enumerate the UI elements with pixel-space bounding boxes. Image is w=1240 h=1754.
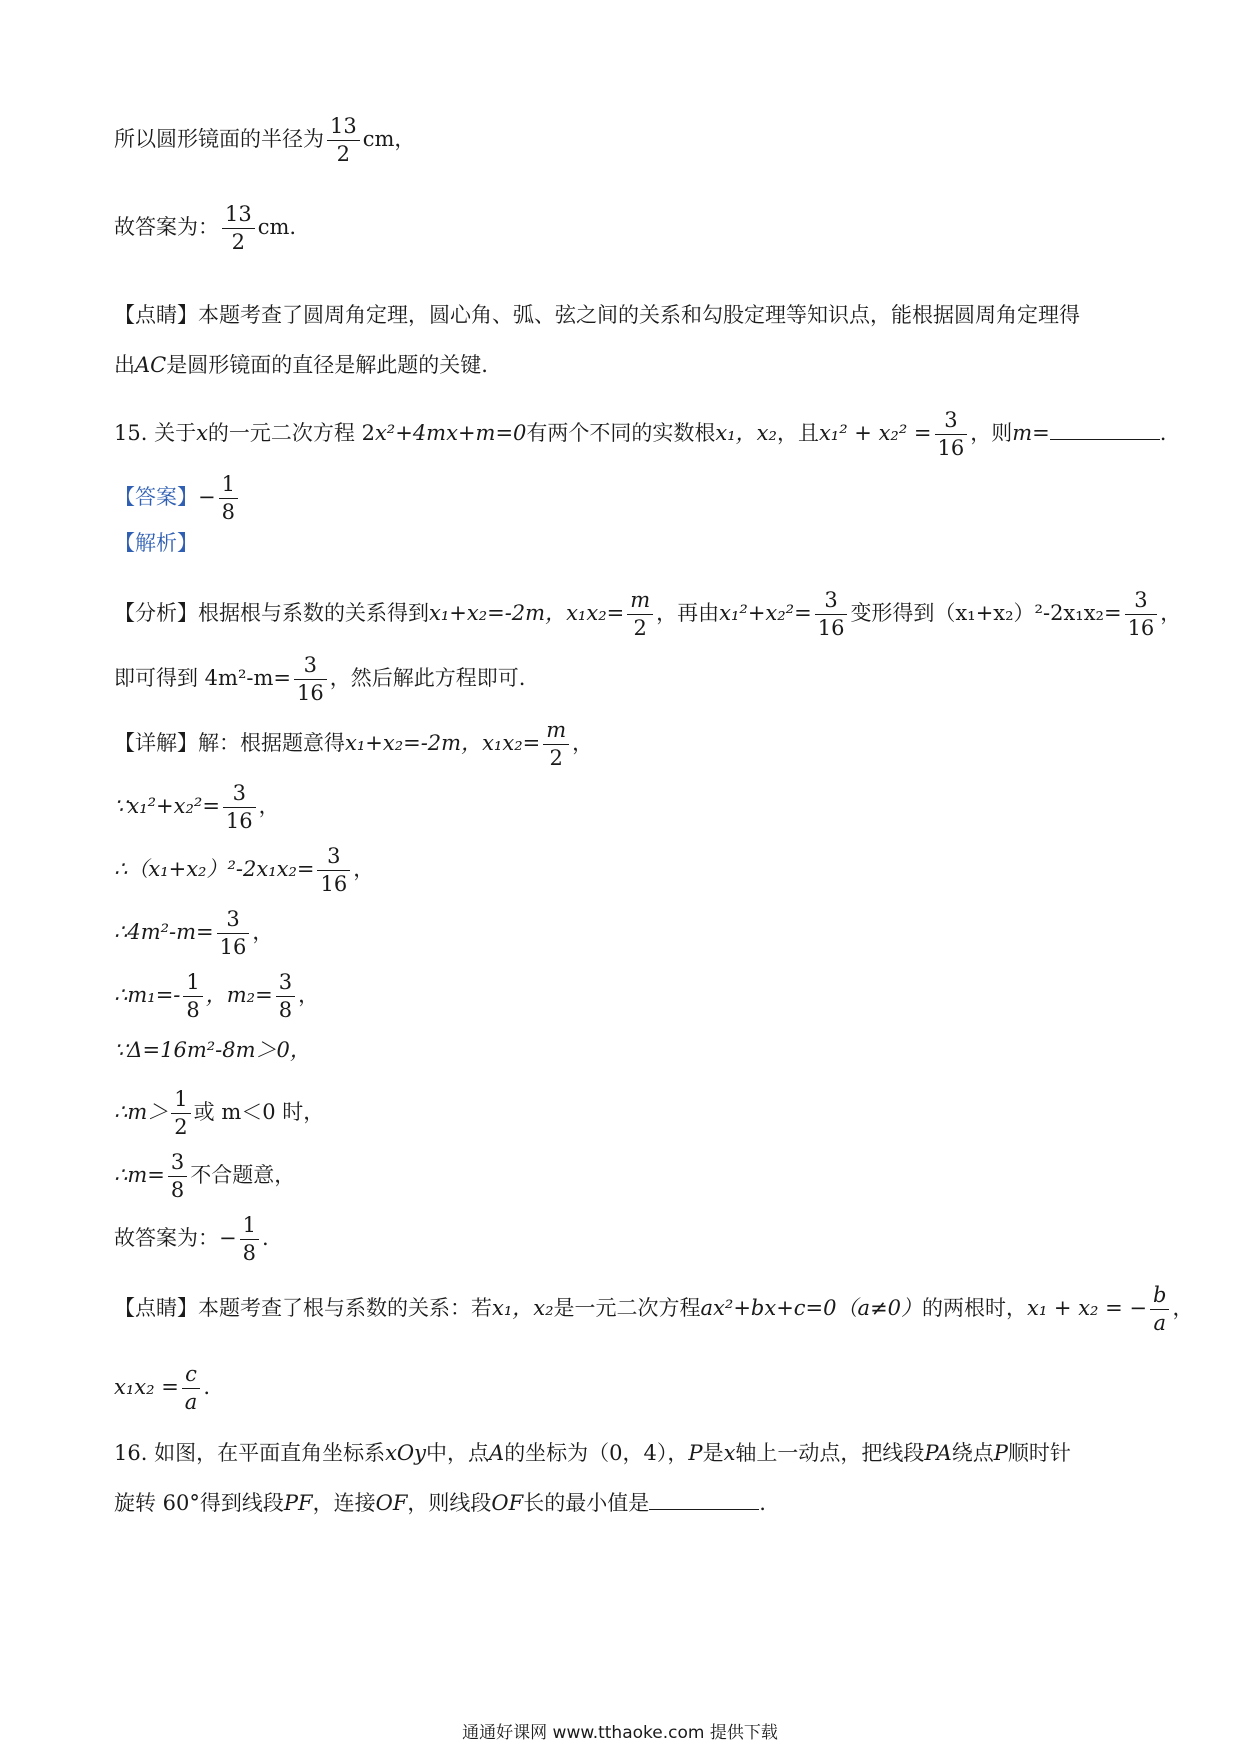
solution-answer: 故答案为：− $\frac{1}{8}$ .	[114, 1213, 269, 1265]
fraction: $\frac{3}{16}$	[1125, 590, 1158, 639]
fraction: $\frac{13}{2}$	[327, 116, 360, 165]
fraction: $\frac{1}{8}$	[240, 1215, 259, 1264]
question-16-line-1: 16. 如图，在平面直角坐标系xOy中，点A的坐标为（0，4），P是x轴上一动点，把线段PA绕点P顺时针	[114, 1441, 1071, 1465]
answer-blank	[1050, 419, 1160, 440]
analysis-label: 【解析】	[114, 531, 198, 555]
answer-15: 【答案】− $\frac{1}{8}$	[114, 474, 1130, 523]
solution-step-1: ∵x₁²+x₂²= $\frac{3}{16}$ ，	[114, 781, 280, 833]
solution-step-5: ∵Δ=16m²-8m＞0，	[114, 1038, 311, 1062]
fraction: $\frac{3}{16}$	[294, 655, 327, 704]
fraction: $\frac{3}{8}$	[276, 972, 295, 1021]
radius-line: 所以圆形镜面的半径为 $\frac{13}{2}$ cm，	[114, 114, 416, 166]
fraction: $\frac{1}{8}$	[183, 972, 202, 1021]
solution-step-3: ∴4m²-m= $\frac{3}{16}$ ，	[114, 907, 274, 959]
fraction: $\frac{3}{16}$	[815, 590, 848, 639]
fraction: $\frac{3}{16}$	[317, 846, 350, 895]
analysis-line-2: 即可得到 4m²-m= $\frac{3}{16}$ ，然后解此方程即可.	[114, 653, 526, 705]
solution-line-1: 【详解】解：根据题意得x₁+x₂=-2m，x₁x₂= $\frac{m}{2}$ ，	[114, 718, 594, 770]
comment-line-14a: 【点睛】本题考查了圆周角定理，圆心角、弧、弦之间的关系和勾股定理等知识点，能根据圆周角定理得	[114, 303, 1080, 327]
fraction: $\frac{13}{2}$	[222, 204, 255, 253]
fraction: $\frac{3}{16}$	[935, 410, 968, 459]
fraction: $\frac{1}{2}$	[171, 1089, 190, 1138]
solution-step-4: ∴m₁=- $\frac{1}{8}$ ，m₂= $\frac{3}{8}$ ，	[114, 970, 320, 1022]
answer-line-14: 故答案为： $\frac{13}{2}$ cm.	[114, 202, 297, 254]
page-footer: 通通好课网 www.tthaoke.com 提供下载	[462, 1723, 778, 1743]
solution-step-7: ∴m= $\frac{3}{8}$ 不合题意，	[114, 1150, 296, 1202]
comment-15-line-2: x₁x₂ = $\frac{c}{a}$ .	[114, 1362, 211, 1414]
question-16-line-2: 旋转 60°得到线段PF，连接OF，则线段OF长的最小值是 .	[114, 1491, 766, 1515]
fraction: $\frac{3}{16}$	[223, 783, 256, 832]
fraction: $\frac{c}{a}$	[182, 1364, 201, 1413]
fraction: $\frac{1}{8}$	[219, 474, 238, 523]
comment-line-14b: 出AC是圆形镜面的直径是解此题的关键.	[114, 353, 488, 377]
fraction: $\frac{m}{2}$	[627, 590, 653, 639]
solution-step-6: ∴m＞ $\frac{1}{2}$ 或 m＜0 时，	[114, 1087, 325, 1139]
solution-step-2: ∴（x₁+x₂）²-2x₁x₂= $\frac{3}{16}$ ，	[114, 844, 375, 896]
fraction: $\frac{3}{16}$	[217, 909, 250, 958]
fraction: $\frac{3}{8}$	[168, 1152, 187, 1201]
fraction: $\frac{m}{2}$	[543, 720, 569, 769]
answer-blank	[649, 1489, 759, 1510]
analysis-line-1: 【分析】根据根与系数的关系得到x₁+x₂=-2m，x₁x₂= $\frac{m}{2}$ ，再由x₁²+x₂²= $\frac{3}{16}$ 变形得到（x₁+x₂）²-2x₁x₂= $\frac{3}{16}$ ，	[114, 588, 1182, 640]
question-15: 15. 关于x的一元二次方程 2x²+4mx+m=0有两个不同的实数根x₁，x₂，且x₁² + x₂² = $\frac{3}{16}$ ，则m= .	[114, 408, 1167, 460]
fraction: $\frac{b}{a}$	[1150, 1285, 1169, 1334]
answer-label: 【答案】	[114, 485, 198, 509]
comment-15-line-1: 【点睛】本题考查了根与系数的关系：若x₁，x₂是一元二次方程ax²+bx+c=0（a≠0）的两根时，x₁ + x₂ = − $\frac{b}{a}$ ，	[114, 1283, 1194, 1335]
